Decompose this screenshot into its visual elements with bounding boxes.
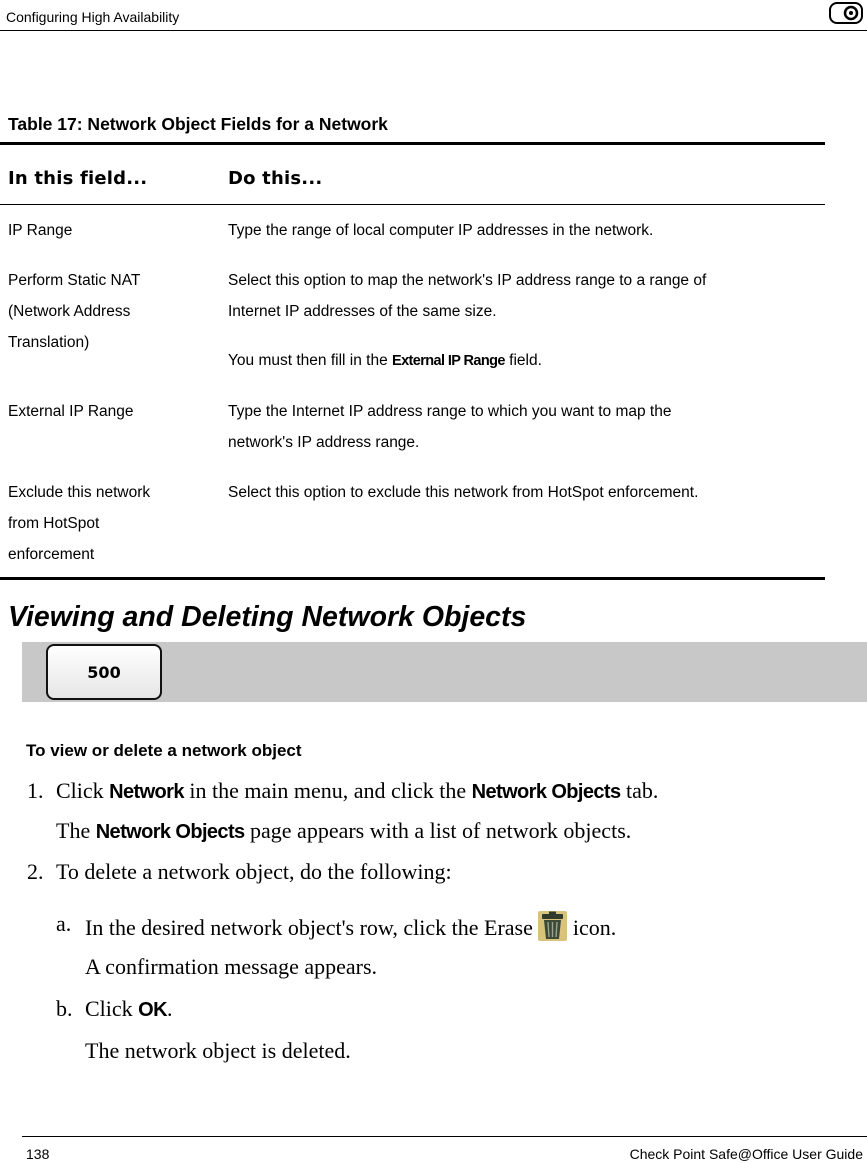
table-row-action: Type the range of local computer IP addresses in the network. — [228, 222, 654, 239]
button-reference-ok: OK — [138, 999, 167, 1021]
step-text: Click Network in the main menu, and click the Network Objects tab. — [56, 778, 659, 803]
step-number: 1. — [27, 778, 44, 803]
footer-rule — [22, 1136, 867, 1137]
substep-text: In the desired network object's row, click the Erase icon. — [85, 911, 616, 941]
table-row-note: You must then fill in the External IP Range field. — [228, 352, 542, 369]
menu-reference-network: Network — [109, 781, 184, 803]
table-row-action: Select this option to exclude this network from HotSpot enforcement. — [228, 484, 699, 501]
page-reference-network-objects: Network Objects — [95, 821, 245, 843]
page-number: 138 — [26, 1146, 50, 1162]
column-header-action: Do this... — [228, 168, 323, 189]
procedure-title: To view or delete a network object — [26, 741, 302, 760]
table-top-rule — [0, 142, 825, 145]
guide-title: Check Point Safe@Office User Guide — [629, 1146, 863, 1162]
field-name-reference: External IP Range — [392, 353, 505, 369]
substep-letter: b. — [56, 996, 73, 1021]
table-row-field: Perform Static NAT (Network Address Translation) — [8, 272, 141, 351]
section-heading: Viewing and Deleting Network Objects — [8, 601, 527, 633]
table-caption: Table 17: Network Object Fields for a Network — [8, 114, 388, 134]
running-header-title: Configuring High Availability — [6, 9, 180, 25]
substep-text: Click OK. — [85, 996, 173, 1021]
table-row-action: Select this option to map the network's IP address range to a range of Internet IP addresses of the same size. — [228, 272, 707, 320]
step-number: 2. — [27, 859, 44, 884]
step-result: The Network Objects page appears with a list of network objects. — [56, 818, 632, 843]
table-header-rule — [0, 204, 825, 205]
table-row-action: Type the Internet IP address range to which you want to map the network's IP address range. — [228, 403, 672, 451]
column-header-field: In this field... — [8, 168, 148, 189]
table-bottom-rule — [0, 577, 825, 580]
tab-reference-network-objects: Network Objects — [471, 781, 621, 803]
table-row-field: Exclude this network from HotSpot enforcement — [8, 484, 151, 563]
trash-can-icon — [538, 911, 567, 941]
substep-result: A confirmation message appears. — [85, 954, 378, 979]
version-badge: 500 — [46, 644, 162, 700]
substep-result: The network object is deleted. — [85, 1038, 351, 1063]
substep-letter: a. — [56, 911, 72, 936]
step-text: To delete a network object, do the following: — [56, 859, 452, 884]
security-badge-icon — [829, 2, 863, 24]
header-rule — [0, 30, 867, 31]
table-row-field: External IP Range — [8, 403, 134, 420]
table-row-field: IP Range — [8, 222, 73, 239]
